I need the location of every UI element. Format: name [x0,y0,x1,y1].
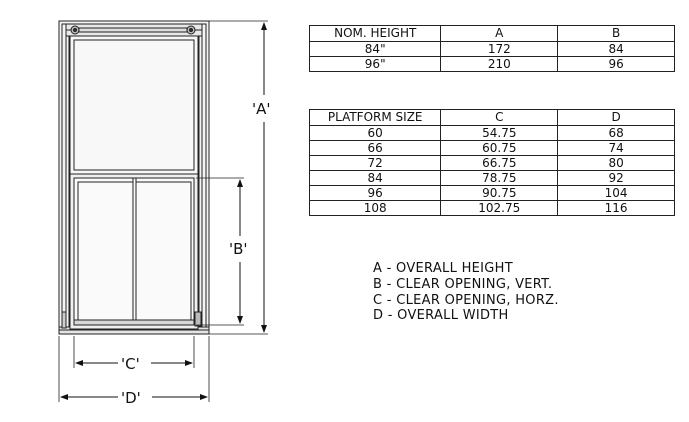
header-c: C [441,110,558,126]
height-table-header [310,26,675,42]
dim-c-label: 'C' [121,355,140,373]
dim-a-label: 'A' [252,100,271,118]
table-cell: 92 [558,171,675,186]
table-row [310,171,675,186]
table-cell: 78.75 [441,171,558,186]
legend-item-b: B - CLEAR OPENING, VERT. [373,276,553,292]
header-b: B [558,26,675,42]
table-cell: 80 [558,156,675,171]
table-cell: 172 [441,42,558,57]
platform-table-header [310,110,675,126]
table-row [310,156,675,171]
header-platform-size: PLATFORM SIZE [310,110,441,126]
table-row [310,201,675,216]
header-d: D [558,110,675,126]
header-a: A [441,26,558,42]
table-cell: 68 [558,126,675,141]
table-cell: 96" [310,57,441,72]
table-row [310,186,675,201]
legend-item-d: D - OVERALL WIDTH [373,308,509,324]
table-cell: 74 [558,141,675,156]
door-elevation-drawing [0,0,300,422]
table-cell: 90.75 [441,186,558,201]
table-row [310,42,675,57]
table-cell: 60.75 [441,141,558,156]
table-cell: 84" [310,42,441,57]
table-cell: 116 [558,201,675,216]
table-cell: 84 [558,42,675,57]
dim-d-label: 'D' [121,389,141,407]
table-cell: 96 [558,57,675,72]
dim-b-label: 'B' [229,240,248,258]
table-cell: 102.75 [441,201,558,216]
table-row [310,57,675,72]
table-cell: 66.75 [441,156,558,171]
table-cell: 210 [441,57,558,72]
table-cell: 54.75 [441,126,558,141]
table-cell: 84 [310,171,441,186]
legend-item-a: A - OVERALL HEIGHT [373,261,513,276]
table-cell: 72 [310,156,441,171]
height-table [309,25,675,72]
table-cell: 108 [310,201,441,216]
table-cell: 60 [310,126,441,141]
table-cell: 66 [310,141,441,156]
table-row [310,126,675,141]
table-row [310,141,675,156]
upper-panel [70,36,198,174]
header-nom-height: NOM. HEIGHT [310,26,441,42]
legend-item-c: C - CLEAR OPENING, HORZ. [373,292,559,308]
gate-panel [62,174,201,329]
table-cell: 96 [310,186,441,201]
platform-table [309,109,675,216]
dimension-legend [373,261,559,324]
table-cell: 104 [558,186,675,201]
